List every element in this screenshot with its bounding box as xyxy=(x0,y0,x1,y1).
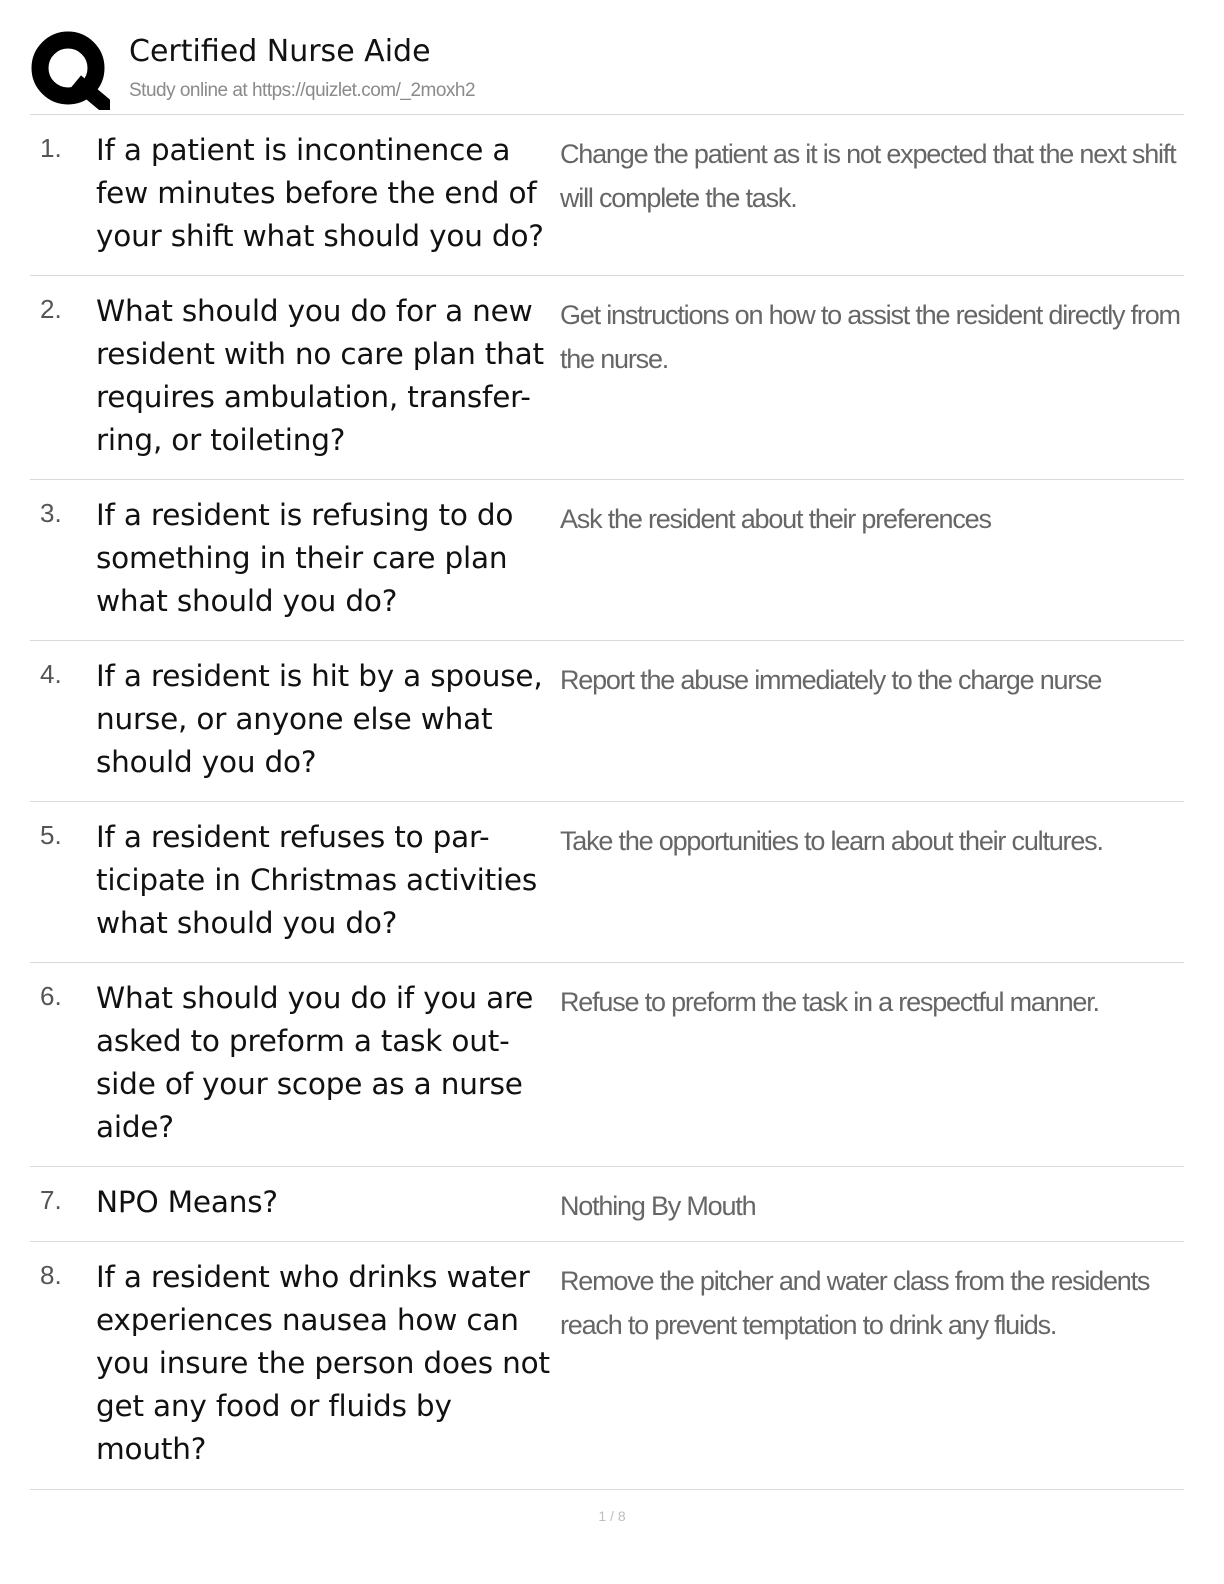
card-term: If a resident is hit by a spouse, nurse, or anyone else what should you do? xyxy=(96,659,543,779)
page-title: Certified Nurse Aide xyxy=(129,34,431,69)
card-term: NPO Means? xyxy=(96,1185,278,1219)
card-definition: Refuse to preform the task in a respectful manner. xyxy=(560,987,1099,1017)
card-term: What should you do for a new resident with no care plan that requires ambulation, transfer-ring, or toileting? xyxy=(96,294,544,457)
card-term: If a patient is incontinence a few minutes before the end of your shift what should you do? xyxy=(96,133,544,253)
study-online-link[interactable]: Study online at https://quizlet.com/_2moxh2 xyxy=(129,80,476,101)
flashcard-row xyxy=(30,802,1184,963)
card-definition: Take the opportunities to learn about their cultures. xyxy=(560,826,1103,856)
card-definition: Report the abuse immediately to the charge nurse xyxy=(560,665,1102,695)
card-number: 1. xyxy=(40,133,62,163)
card-definition: Change the patient as it is not expected that the next shift will complete the task. xyxy=(560,139,1176,213)
page-header xyxy=(30,28,1184,115)
flashcard-row xyxy=(30,276,1184,480)
flashcard-row xyxy=(30,480,1184,641)
flashcard-row xyxy=(30,1242,1184,1490)
flashcard-row xyxy=(30,641,1184,802)
flashcard-row xyxy=(30,115,1184,276)
page-indicator: 1 / 8 xyxy=(598,1508,626,1524)
card-number: 5. xyxy=(40,820,62,850)
card-definition: Remove the pitcher and water class from the residents reach to prevent temptation to drink any fluids. xyxy=(560,1266,1150,1340)
card-number: 3. xyxy=(40,498,62,528)
card-definition: Get instructions on how to assist the resident directly from the nurse. xyxy=(560,300,1180,374)
card-number: 2. xyxy=(40,294,62,324)
card-term: If a resident is refusing to do something in their care plan what should you do? xyxy=(96,498,514,618)
card-term: If a resident refuses to par-ticipate in Christmas activities what should you do? xyxy=(96,820,538,940)
quizlet-q-logo-icon xyxy=(30,30,110,110)
card-number: 4. xyxy=(40,659,62,689)
flashcard-row xyxy=(30,1167,1184,1242)
card-definition: Ask the resident about their preferences xyxy=(560,504,991,534)
card-term: If a resident who drinks water experiences nausea how can you insure the person does not get any food or fluids by mouth? xyxy=(96,1260,550,1466)
card-number: 6. xyxy=(40,981,62,1011)
card-number: 8. xyxy=(40,1260,62,1290)
card-definition: Nothing By Mouth xyxy=(560,1191,756,1221)
card-term: What should you do if you are asked to preform a task out-side of your scope as a nurse aide? xyxy=(96,981,534,1144)
flashcard-row xyxy=(30,963,1184,1167)
card-number: 7. xyxy=(40,1185,62,1215)
